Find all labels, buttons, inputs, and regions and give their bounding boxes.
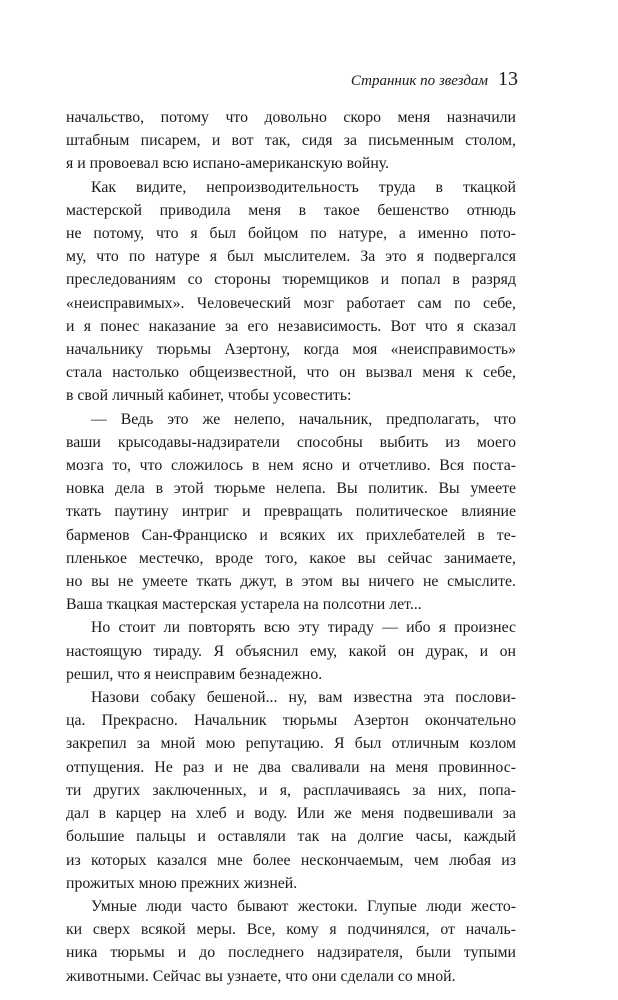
text-line: начальство, потому что довольно скоро меня назначили: [66, 109, 516, 126]
text-line: в свой личный кабинет, чтобы усовестить:: [66, 387, 352, 405]
text-line: Но стоит ли повторять всю эту тираду — ибо я произнес: [91, 619, 516, 637]
text-line: му, что по натуре я был мыслителем. За это я подвергался: [66, 248, 516, 266]
text-line: ника тюрьмы и до последнего надзирателя, были тупыми: [66, 944, 516, 962]
text-line: но вы не умеете ткать джут, в этом вы ничего не смыслите.: [66, 573, 516, 591]
paragraph: [66, 106, 516, 176]
text-line: барменов Сан-Франциско и всяких их прихлебателей в те-: [66, 526, 516, 544]
text-line: прожитых мною прежних жизней.: [66, 874, 298, 892]
text-line: мозга то, что сложилось в нем ясно и отчетливо. Вся поста-: [66, 457, 516, 475]
text-line: Назови собаку бешеной... ну, вам известна эта послови-: [91, 689, 516, 707]
text-line: ваши крысодавы-надзиратели способны выбить из моего: [66, 433, 516, 451]
text-line: ткать паутину интриг и превращать политическое влияние: [66, 503, 516, 521]
text-line: закрепил за мной мою репутацию. Я был отличным козлом: [66, 735, 516, 753]
text-line: — Ведь это же нелепо, начальник, предполагать, что: [91, 410, 516, 428]
text-line: и я понес наказание за его независимость. Вот что я сказал: [66, 317, 516, 335]
text-line: животными. Сейчас вы узнаете, что они сделали со мной.: [66, 967, 456, 985]
body-text: [66, 106, 516, 988]
text-line: пленькое местечко, вроде того, какое вы сейчас занимаете,: [66, 549, 516, 567]
text-line: Как видите, непроизводительность труда в ткацкой: [91, 178, 516, 196]
text-line: Умные люди часто бывают жестоки. Глупые люди жесто-: [91, 897, 516, 915]
paragraph: [66, 895, 516, 988]
text-line: отпущения. Не раз и не два сваливали на меня провиннос-: [66, 758, 516, 776]
text-line: я и провоевал всю испано-американскую войну.: [66, 155, 390, 173]
text-line: «неисправимых». Человеческий мозг работает сам по себе,: [66, 294, 516, 312]
running-head: [351, 68, 518, 91]
text-line: ти других заключенных, и я, расплачиваясь за них, попа-: [66, 781, 516, 799]
text-line: решил, что я неисправим безнадежно.: [66, 665, 323, 683]
text-line: ки сверх всякой меры. Все, кому я подчинялся, от началь-: [66, 921, 516, 939]
text-line: преследованиям со стороны тюремщиков и попал в разряд: [66, 271, 516, 289]
paragraph: [66, 616, 516, 686]
text-line: стала настолько общеизвестной, что он вызвал меня к себе,: [66, 364, 516, 382]
text-line: ца. Прекрасно. Начальник тюрьмы Азертон окончательно: [66, 712, 516, 730]
page-number: 13: [498, 68, 518, 90]
text-line: настоящую тираду. Я объяснил ему, какой он дурак, и он: [66, 642, 516, 660]
text-line: не потому, что я был бойцом по натуре, а именно пото-: [66, 225, 516, 243]
text-line: новка дела в этой тюрьме нелепа. Вы политик. Вы умеете: [66, 480, 516, 498]
text-line: штабным писарем, и вот так, сидя за письменным столом,: [66, 132, 516, 150]
text-line: из которых казался мне более нескончаемым, чем любая из: [66, 851, 516, 869]
text-line: большие пальцы и оставляли так на долгие часы, каждый: [66, 828, 516, 846]
text-line: начальнику тюрьмы Азертону, когда моя «неисправимость»: [66, 341, 516, 359]
paragraph: [66, 176, 516, 408]
text-line: Ваша ткацкая мастерская устарела на полсотни лет...: [66, 596, 422, 614]
paragraph: [66, 686, 516, 895]
running-title: Странник по звездам: [350, 73, 488, 89]
text-line: мастерской приводила меня в такое бешенство отнюдь: [66, 201, 516, 219]
paragraph: [66, 408, 516, 617]
text-line: дал в карцер на хлеб и воду. Или же меня подвешивали за: [66, 805, 516, 823]
